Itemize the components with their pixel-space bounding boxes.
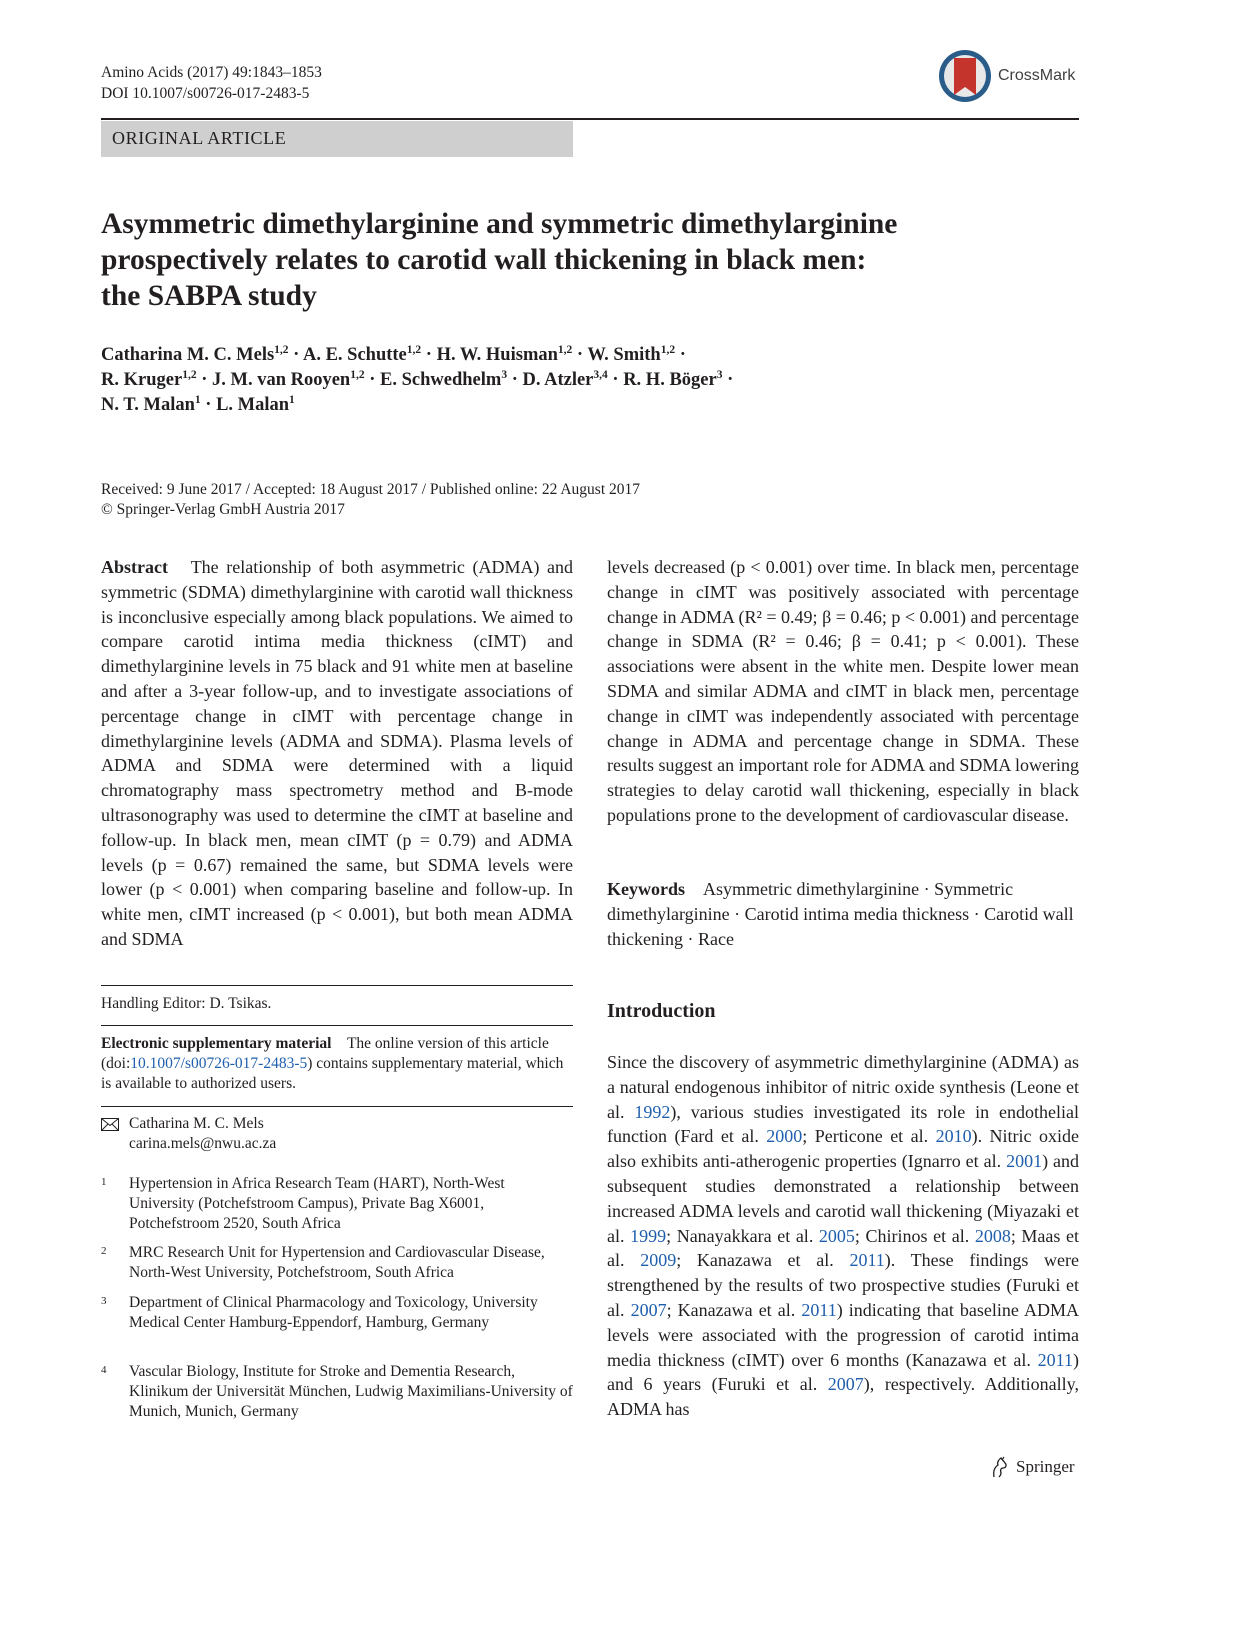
abstract-left: [101, 555, 573, 952]
intro-text: ), respectively. Additionally, ADMA has: [607, 1374, 1079, 1420]
author-name[interactable]: H. W. Huisman: [436, 345, 558, 365]
author-affil: 1: [289, 394, 295, 406]
intro-text: ; Nanayakkara et al.: [666, 1225, 819, 1246]
publication-dates: [101, 480, 640, 520]
introduction-heading: Introduction: [607, 1000, 716, 1022]
crossmark-label: CrossMark: [998, 67, 1076, 84]
abstract-right: [607, 555, 1079, 828]
author-name[interactable]: R. Kruger: [101, 370, 183, 390]
citation-link[interactable]: 2010: [935, 1126, 972, 1147]
copyright-line: © Springer-Verlag GmbH Austria 2017: [101, 501, 345, 518]
header-rule: [101, 118, 1079, 120]
author-name[interactable]: J. M. van Rooyen: [211, 370, 351, 390]
author-affil: 3: [716, 369, 723, 381]
section-label: ORIGINAL ARTICLE: [112, 128, 287, 148]
abstract-text-right: levels decreased (p < 0.001) over time. In black men, percentage change in cIMT was positively associated with percentage change in ADMA (R² = 0.49; β = 0.46; p < 0.001) and percentage change in SDMA (R² = 0.46; β = 0.41; p < 0.001). These associations were absent in the white men. Despite lower mean SDMA and similar ADMA and cIMT in black men, percentage change in cIMT was independently associated with percentage change in ADMA and percentage change in SDMA. These results suggest an important role for ADMA and SDMA lowering strategies to delay carotid wall thickening, especially in black populations prone to the development of cardiovascular disease.: [607, 557, 1079, 825]
springer-horse-icon: [990, 1456, 1010, 1478]
author-name[interactable]: N. T. Malan: [101, 395, 195, 415]
introduction-body: [607, 1050, 1079, 1422]
author-name[interactable]: R. H. Böger: [623, 370, 717, 390]
affiliation-number: 1: [101, 1176, 107, 1188]
citation-link[interactable]: 2001: [1006, 1151, 1043, 1172]
author-affil: 1,2: [406, 344, 422, 356]
publisher-logo: [990, 1456, 1075, 1478]
author-affil: 1: [194, 394, 201, 406]
intro-text: ) and 6 years (Furuki et al.: [607, 1349, 1079, 1395]
intro-text: ). Nitric oxide also exhibits anti-atherogenic properties (Ignarro et al.: [607, 1126, 1079, 1172]
affiliation-3: [101, 1293, 573, 1333]
affiliation-text: Department of Clinical Pharmacology and Toxicology, University Medical Center Hamburg-Eppendorf, Hamburg, Germany: [129, 1294, 538, 1331]
author-name[interactable]: A. E. Schutte: [302, 345, 407, 365]
affiliation-number: 4: [101, 1364, 107, 1376]
doi-line: DOI 10.1007/s00726-017-2483-5: [101, 85, 310, 102]
affiliation-2: [101, 1243, 573, 1283]
intro-text: ), various studies investigated its role in endothelial function (Fard et al.: [607, 1101, 1079, 1147]
citation-link[interactable]: 2000: [766, 1126, 803, 1147]
citation-link[interactable]: 2005: [818, 1225, 855, 1246]
author-line: Catharina M. C. Mels$^{1,2}$ · A. E. Schutte$^{1,2}$ · H. W. Huisman$^{1,2}$ · W. Smith$^{1,2}$ ·: [101, 344, 686, 365]
citation-link[interactable]: 2011: [801, 1299, 837, 1320]
citation-link[interactable]: 1992: [634, 1101, 671, 1122]
esm-text: The online version of this article (doi:: [101, 1035, 549, 1072]
handling-editor: Handling Editor: D. Tsikas.: [101, 995, 272, 1012]
affiliation-4: [101, 1362, 573, 1422]
crossmark-icon: [938, 49, 992, 103]
abstract-heading: Abstract: [101, 557, 168, 577]
footnote-divider: [101, 985, 573, 986]
affiliation-1: [101, 1174, 573, 1234]
intro-text: ; Maas et al.: [607, 1225, 1079, 1271]
supplementary-note: [101, 1034, 573, 1094]
author-affil: 1,2: [182, 369, 197, 381]
author-line: R. Kruger$^{1,2}$ · J. M. van Rooyen$^{1,2}$ · E. Schwedhelm$^3$ · D. Atzler$^{3,4}$ · R. H. Böger$^3$ ·: [101, 369, 734, 390]
affiliation-text: Hypertension in Africa Research Team (HART), North-West University (Potchefstroom Campus), Private Bag X6001, Potchefstroom 2520, South Africa: [129, 1175, 505, 1232]
author-name[interactable]: E. Schwedhelm: [380, 370, 502, 390]
intro-text: ) and subsequent studies demonstrated a relationship between increased ADMA levels and carotid wall thickening (Miyazaki et al.: [607, 1151, 1080, 1246]
title-line: the SABPA study: [101, 280, 317, 312]
article-title: [101, 206, 1081, 314]
affiliation-text: MRC Research Unit for Hypertension and Cardiovascular Disease, North-West University, Potchefstroom, South Africa: [129, 1244, 545, 1281]
citation-link[interactable]: 2011: [1037, 1349, 1073, 1370]
keywords-heading: Keywords: [607, 879, 685, 899]
section-banner: [101, 121, 573, 157]
citation-link[interactable]: 2008: [974, 1225, 1011, 1246]
footnote-divider: [101, 1025, 573, 1026]
citation-link[interactable]: 2009: [640, 1250, 677, 1271]
citation-link[interactable]: 2007: [630, 1299, 667, 1320]
affiliation-number: 2: [101, 1245, 107, 1257]
envelope-icon: [101, 1118, 119, 1131]
keywords-text: Asymmetric dimethylarginine · Symmetric dimethylarginine · Carotid intima media thickness · Carotid wall thickening · Race: [607, 879, 1074, 949]
author-affil: 3: [501, 369, 508, 381]
abstract-text-left: The relationship of both asymmetric (ADMA) and symmetric (SDMA) dimethylarginine with carotid wall thickness is inconclusive especially among black populations. We aimed to compare carotid intima media thickness (cIMT) and dimethylarginine levels in 75 black and 91 white men at baseline and after a 3-year follow-up, and to investigate associations of percentage change in cIMT with percentage change in dimethylarginine levels (ADMA and SDMA). Plasma levels of ADMA and SDMA were determined with a liquid chromatography mass spectrometry method and B-mode ultrasonography was used to determine the cIMT at baseline and follow-up. In black men, mean cIMT (p = 0.79) and ADMA levels (p = 0.67) remained the same, but SDMA levels were lower (p < 0.001) when comparing baseline and follow-up. In white men, cIMT increased (p < 0.001), but both mean ADMA and SDMA: [101, 557, 573, 949]
affiliation-text: Vascular Biology, Institute for Stroke and Dementia Research, Klinikum der Universität München, Ludwig Maximilians-University of Munich, Munich, Germany: [129, 1363, 573, 1420]
corresponding-author: [101, 1114, 573, 1154]
author-affil: 1,2: [557, 344, 573, 356]
author-name[interactable]: W. Smith: [587, 345, 661, 365]
doi-link[interactable]: 10.1007/s00726-017-2483-5: [130, 1055, 308, 1072]
journal-citation: [101, 62, 322, 104]
author-affil: 1,2: [350, 369, 365, 381]
citation-link[interactable]: 2011: [849, 1250, 885, 1271]
title-line: prospectively relates to carotid wall thickening in black men:: [101, 244, 867, 276]
esm-heading: Electronic supplementary material: [101, 1035, 332, 1052]
citation-link[interactable]: 1999: [630, 1225, 667, 1246]
author-list: [101, 343, 1081, 418]
publisher-name: Springer: [1016, 1457, 1075, 1476]
author-name[interactable]: D. Atzler: [522, 370, 594, 390]
intro-text: ). These findings were strengthened by the results of two prospective studies (Furuki et al.: [607, 1250, 1079, 1320]
intro-text: ; Kanazawa et al.: [666, 1299, 802, 1320]
author-name[interactable]: L. Malan: [216, 395, 290, 415]
intro-text: ; Chirinos et al.: [854, 1225, 975, 1246]
author-line: N. T. Malan$^1$ · L. Malan$^1$: [101, 394, 295, 415]
footnote-divider: [101, 1106, 573, 1107]
intro-text: Since the discovery of asymmetric dimethylarginine (ADMA) as a natural endogenous inhibitor of nitric oxide synthesis (Leone et al.: [607, 1052, 1079, 1122]
author-affil: 1,2: [274, 344, 289, 356]
author-affil: 3,4: [593, 369, 608, 381]
contact-name: Catharina M. C. Mels: [129, 1115, 264, 1132]
keywords: [607, 877, 1079, 951]
citation-link[interactable]: 2007: [827, 1374, 864, 1395]
intro-text: ) indicating that baseline ADMA levels were associated with the progression of carotid intima media thickness (cIMT) over 6 months (Kanazawa et al.: [607, 1299, 1079, 1370]
title-line: Asymmetric dimethylarginine and symmetric dimethylarginine: [101, 208, 898, 240]
author-affil: 1,2: [660, 344, 676, 356]
intro-text: ; Perticone et al.: [802, 1126, 936, 1147]
contact-email[interactable]: carina.mels@nwu.ac.za: [129, 1135, 277, 1152]
crossmark-badge[interactable]: [938, 48, 1088, 104]
dates-line: Received: 9 June 2017 / Accepted: 18 August 2017 / Published online: 22 August 2017: [101, 481, 641, 498]
affiliation-number: 3: [101, 1295, 107, 1307]
journal-line: Amino Acids (2017) 49:1843–1853: [101, 64, 322, 81]
intro-text: ; Kanazawa et al.: [676, 1250, 850, 1271]
esm-text: ) contains supplementary material, which is available to authorized users.: [101, 1055, 564, 1092]
author-name[interactable]: Catharina M. C. Mels: [101, 345, 275, 365]
